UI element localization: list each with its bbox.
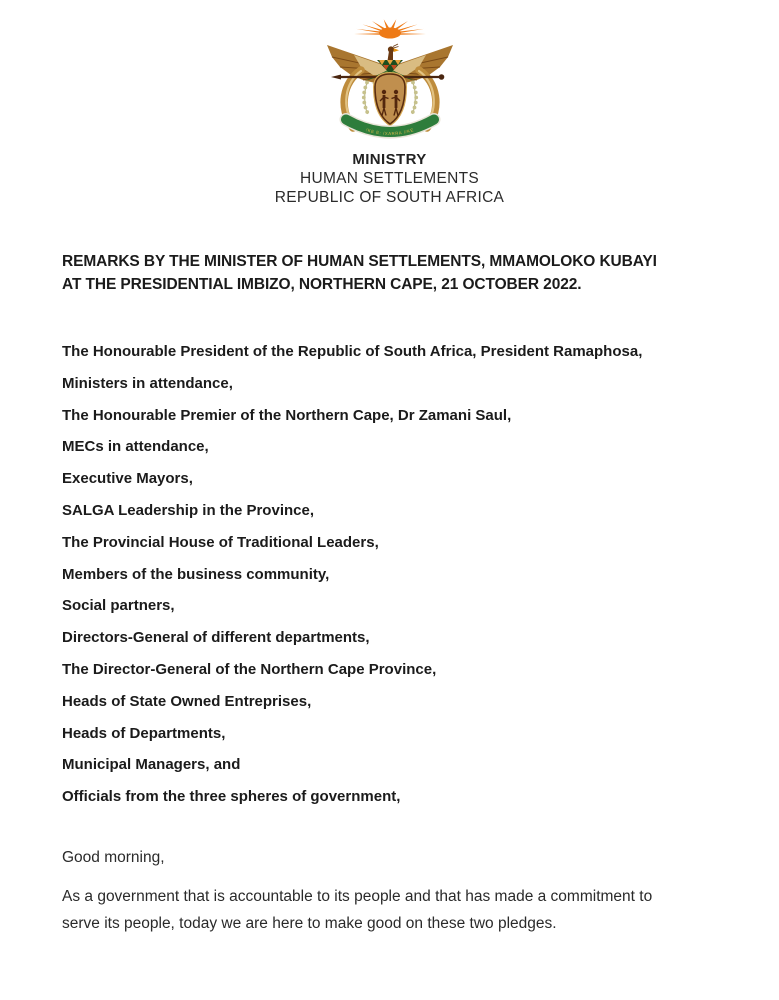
salutation-line: The Provincial House of Traditional Leaders, (62, 533, 379, 551)
shield-icon (375, 74, 405, 124)
salutation-line: Ministers in attendance, (62, 374, 233, 392)
salutation-line: The Honourable President of the Republic of South Africa, President Ramaphosa, (62, 343, 643, 360)
salutation-line: Social partners, (62, 597, 175, 615)
ministry-label: MINISTRY (352, 151, 427, 168)
left-wheat-icon (361, 81, 368, 114)
salutation-line: Municipal Managers, and (62, 756, 241, 774)
salutation-line: Executive Mayors, (62, 470, 193, 488)
letterhead (0, 0, 779, 207)
salutation-line: The Director-General of the Northern Cape Province, (62, 660, 437, 678)
salutation-line: MECs in attendance, (62, 438, 209, 456)
motto-text: !KE E: /XARRA //KE (365, 127, 414, 137)
salutation-line: Officials from the three spheres of government, (62, 788, 401, 806)
salutation-line: SALGA Leadership in the Province, (62, 501, 314, 519)
salutation-line: Heads of Departments, (62, 724, 226, 742)
country-label: REPUBLIC OF SOUTH AFRICA (274, 189, 505, 206)
speech-title-line-2: AT THE PRESIDENTIAL IMBIZO, NORTHERN CAPE, 21 OCTOBER 2022. (62, 275, 582, 293)
opening-paragraph (62, 883, 721, 937)
opening-paragraph-line-2: serve its people, today we are here to make good on these two pledges. (62, 914, 557, 932)
speech-title-line-1: REMARKS BY THE MINISTER OF HUMAN SETTLEMENTS, MMAMOLOKO KUBAYI (62, 253, 657, 270)
salutation-line: The Honourable Premier of the Northern Cape, Dr Zamani Saul, (62, 406, 512, 424)
speech-title (62, 251, 721, 296)
salutation-list (62, 336, 721, 813)
right-wheat-icon (410, 81, 417, 114)
salutation-line: Directors-General of different departments, (62, 629, 370, 647)
sun-icon (354, 19, 426, 38)
south-africa-coat-of-arms-icon (325, 18, 455, 144)
document-body (62, 251, 721, 937)
opening-paragraph-line-1: As a government that is accountable to its people and that has made a commitment to (62, 887, 653, 905)
department-label: HUMAN SETTLEMENTS (299, 170, 480, 187)
salutation-line: Heads of State Owned Entreprises, (62, 692, 312, 710)
salutation-line: Members of the business community, (62, 565, 330, 583)
greeting-text: Good morning, (62, 848, 165, 866)
